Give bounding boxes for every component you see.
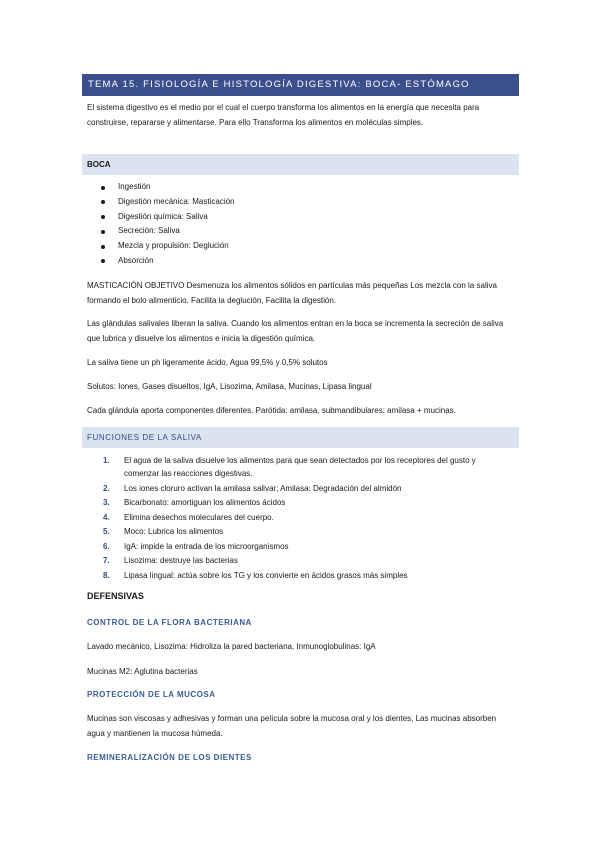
list-item: 6. IgA: impide la entrada de los microorganismos	[103, 541, 289, 551]
list-item: 5. Moco: Lubrica los alimentos	[103, 527, 224, 537]
bullet-icon	[101, 230, 105, 234]
list-item: Mezcla y propulsión: Deglución	[101, 239, 235, 254]
list-item: Absorción	[101, 254, 235, 269]
funciones-numbered-list	[103, 454, 511, 583]
bullet-icon	[101, 200, 105, 204]
solutos-paragraph: Solutos: Iones, Gases disueltos, IgA, Lisozima, Amilasa, Mucinas, Lipasa lingual	[87, 382, 372, 391]
document-title: TEMA 15. FISIOLOGÍA E HISTOLOGÍA DIGESTIVA: BOCA- ESTÓMAGO	[82, 74, 519, 96]
glandulas-paragraph: Las glándulas salivales liberan la saliva. Cuando los alimentos entran en la boca se incrementa la secreción de saliva que lubrica y disuelve los alimentos e inicia la digestión química.	[87, 319, 504, 343]
mucosa-paragraph: Mucinas son viscosas y adhesivas y forman una película sobre la mucosa oral y los dientes, Las mucinas absorben agua y mantienen la mucosa húmeda.	[87, 714, 497, 738]
flora-bacteriana-heading: CONTROL DE LA FLORA BACTERIANA	[87, 618, 252, 627]
defensivas-heading: DEFENSIVAS	[87, 591, 144, 601]
list-item: 2. Los iones cloruro activan la amilasa salivar; Amilasa: Degradación del almidón	[103, 483, 402, 493]
bullet-icon	[101, 245, 105, 249]
mucinas-paragraph: Mucinas M2: Aglutina bacterias	[87, 667, 198, 676]
bullet-icon	[101, 259, 105, 263]
list-item: 8. Lipasa lingual: actúa sobre los TG y los convierte en ácidos grasos más simples	[103, 570, 408, 580]
list-item: 4. Elimina desechos moleculares del cuerpo.	[103, 512, 274, 522]
intro-paragraph: El sistema digestivo es el medio por el cual el cuerpo transforma los alimentos en la energía que necesita para construirse, repararse y alimentarse. Para ello Transforma los alimentos en moléculas simples.	[87, 103, 480, 127]
boca-bullet-list	[101, 180, 235, 269]
list-item: Digestión mecánica: Masticación	[101, 195, 235, 210]
boca-heading: BOCA	[82, 154, 519, 175]
ph-paragraph: La saliva tiene un ph ligeramente ácido, Agua 99,5% y 0,5% solutos	[87, 358, 328, 367]
list-item: 3. Bicarbonato: amortiguan los alimentos ácidos	[103, 498, 286, 508]
list-item: Ingestión	[101, 180, 235, 195]
list-item: Secreción: Saliva	[101, 224, 235, 239]
proteccion-mucosa-heading: PROTECCIÓN DE LA MUCOSA	[87, 690, 216, 699]
remineralizacion-heading: REMINERALIZACIÓN DE LOS DIENTES	[87, 753, 252, 762]
list-item: 1. El agua de la saliva disuelve los alimentos para que sean detectados por los receptores del gusto y comenzar las reacciones digestivas.	[103, 456, 476, 479]
bullet-icon	[101, 186, 105, 190]
flora-paragraph: Lavado mecánico, Lisozima: Hidroliza la pared bacteriana, Inmunoglobulinas: IgA	[87, 642, 376, 651]
funciones-heading: FUNCIONES DE LA SALIVA	[82, 427, 519, 448]
list-item: Digestión química: Saliva	[101, 210, 235, 225]
glandula-aporta-paragraph: Cada glándula aporta componentes diferentes. Parótida: amilasa, submandibulares: amilasa + mucinas.	[87, 406, 456, 415]
list-item: 7. Lisozima: destruye las bacterias	[103, 556, 238, 566]
bullet-icon	[101, 215, 105, 219]
masticacion-paragraph: MASTICACIÓN OBJETIVO Desmenuza los alimentos sólidos en partículas más pequeñas Los mezcla con la saliva formando el bolo alimenticio. Facilita la deglución, Facilita la digestión.	[87, 281, 497, 305]
